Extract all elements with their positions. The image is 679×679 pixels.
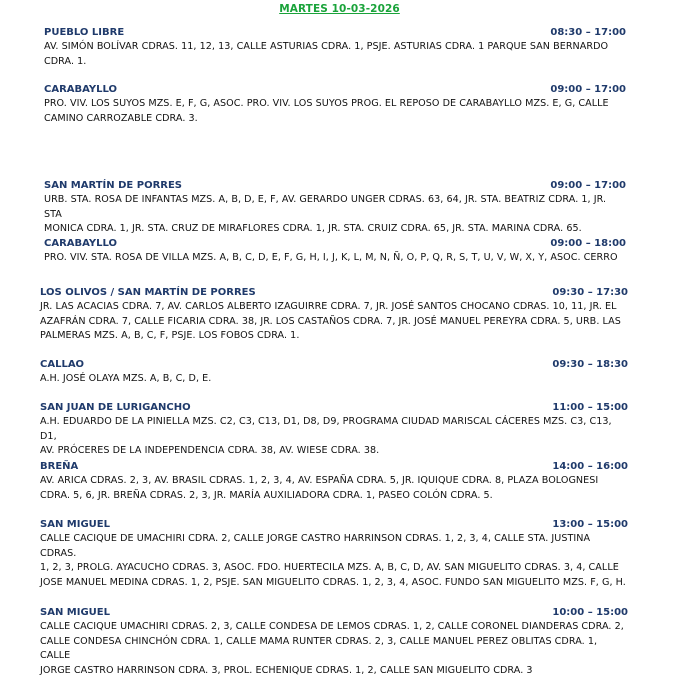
street-line: JORGE CASTRO HARRINSON CDRA. 3, PROL. ECHENIQUE CDRAS. 1, 2, CALLE SAN MIGUELITO CDRA. 3	[40, 664, 533, 676]
street-line: AV. ARICA CDRAS. 2, 3, AV. BRASIL CDRAS. 1, 2, 3, 4, AV. ESPAÑA CDRA. 5, JR. IQUIQUE CDRA. 8, PLAZA BOLOGNESI	[40, 475, 599, 486]
street-line: JR. LAS ACACIAS CDRA. 7, AV. CARLOS ALBERTO IZAGUIRRE CDRA. 7, JR. JOSÉ SANTOS CHOCANO CDRAS. 10, 11, JR. EL	[40, 301, 617, 312]
street-line: A.H. JOSÉ OLAYA MZS. A, B, C, D, E.	[40, 373, 212, 384]
district-name: SAN MIGUEL	[40, 607, 110, 618]
affected-streets	[40, 532, 628, 590]
street-line: PRO. VIV. LOS SUYOS MZS. E, F, G, ASOC. PRO. VIV. LOS SUYOS PROG. EL REPOSO DE CARABAYLLO MZS. E, G, CALLE	[44, 98, 609, 109]
time-range: 09:00 – 17:00	[550, 180, 626, 191]
affected-streets	[44, 40, 626, 69]
time-range: 11:00 – 15:00	[552, 402, 628, 413]
affected-streets	[44, 251, 626, 266]
time-range: 09:30 – 18:30	[552, 359, 628, 370]
entry-header	[40, 519, 628, 532]
affected-streets	[40, 300, 628, 344]
district-name: LOS OLIVOS / SAN MARTÍN DE PORRES	[40, 287, 256, 298]
time-range: 09:30 – 17:30	[552, 287, 628, 298]
street-line: 1, 2, 3, PROLG. AYACUCHO CDRAS. 3, ASOC. FDO. HUERTECILA MZS. A, B, C, D, AV. SAN MIGUELITO CDRAS. 3, 4, CALLE	[40, 562, 619, 573]
schedule-entry	[40, 359, 628, 387]
entry-header	[40, 461, 628, 474]
affected-streets	[44, 193, 626, 237]
street-line: A.H. EDUARDO DE LA PINIELLA MZS. C2, C3, C13, D1, D8, D9, PROGRAMA CIUDAD MARISCAL CÁCERES MZS. C3, C13, D1,	[40, 416, 612, 442]
schedule-entry	[44, 180, 626, 237]
entry-header	[40, 287, 628, 300]
schedule-entry	[44, 238, 626, 266]
schedule-entry	[44, 27, 626, 69]
time-range: 09:00 – 17:00	[550, 84, 626, 95]
entry-header	[44, 84, 626, 97]
time-range: 08:30 – 17:00	[550, 27, 626, 38]
entry-header	[44, 180, 626, 193]
street-line: CALLE CACIQUE DE UMACHIRI CDRA. 2, CALLE JORGE CASTRO HARRINSON CDRAS. 1, 2, 3, 4, CALLE STA. JUSTINA CDRAS.	[40, 533, 591, 559]
street-line: AV. PRÓCERES DE LA INDEPENDENCIA CDRA. 38, AV. WIESE CDRA. 38.	[40, 445, 380, 456]
entry-header	[40, 607, 628, 620]
street-line: AZAFRÁN CDRA. 7, CALLE FICARIA CDRA. 38, JR. LOS CASTAÑOS CDRA. 7, JR. JOSÉ MANUEL PEREYRA CDRA. 5, URB. LAS	[40, 315, 621, 327]
schedule-entry	[40, 519, 628, 590]
street-line: CALLE CONDESA CHINCHÓN CDRA. 1, CALLE MAMA RUNTER CDRAS. 2, 3, CALLE MANUEL PEREZ OBLITAS CDRA. 1, CALLE	[40, 635, 598, 661]
district-name: SAN MIGUEL	[40, 519, 110, 530]
district-name: CARABAYLLO	[44, 238, 118, 249]
schedule-entry	[40, 402, 628, 459]
schedule-entry	[40, 461, 628, 503]
schedule-entry	[44, 84, 626, 126]
district-name: CALLAO	[40, 359, 85, 370]
affected-streets	[40, 474, 628, 503]
street-line: MONICA CDRA. 1, JR. STA. CRUZ DE MIRAFLORES CDRA. 1, JR. STA. CRUIZ CDRA. 65, JR. STA. MARINA CDRA. 65.	[44, 223, 582, 234]
street-line: AV. SIMÓN BOLÍVAR CDRAS. 11, 12, 13, CALLE ASTURIAS CDRA. 1, PSJE. ASTURIAS CDRA. 1 PARQUE SAN BERNARDO	[44, 41, 609, 52]
district-name: SAN JUAN DE LURIGANCHO	[40, 402, 191, 413]
entry-header	[44, 27, 626, 40]
district-name: PUEBLO LIBRE	[44, 27, 125, 38]
entry-header	[40, 402, 628, 415]
district-name: BREÑA	[40, 461, 79, 472]
affected-streets	[40, 372, 628, 387]
schedule-entry	[40, 287, 628, 344]
entry-header	[40, 359, 628, 372]
district-name: SAN MARTÍN DE PORRES	[44, 180, 183, 191]
street-line: URB. STA. ROSA DE INFANTAS MZS. A, B, D, E, F, AV. GERARDO UNGER CDRAS. 63, 64, JR. STA. BEATRIZ CDRA. 1, JR. STA	[44, 194, 607, 220]
schedule-date: MARTES 10-03-2026	[279, 3, 400, 15]
time-range: 09:00 – 18:00	[550, 238, 626, 249]
affected-streets	[44, 97, 626, 126]
street-line: PRO. VIV. STA. ROSA DE VILLA MZS. A, B, C, D, E, F, G, H, I, J, K, L, M, N, Ñ, O, P, Q, R, S, T, U, V, W, X, Y, ASOC. CERRO	[44, 252, 618, 263]
time-range: 14:00 – 16:00	[552, 461, 628, 472]
affected-streets	[40, 620, 628, 678]
street-line: CDRA. 5, 6, JR. BREÑA CDRAS. 2, 3, JR. MARÍA AUXILIADORA CDRA. 1, PASEO COLÓN CDRA. 5.	[40, 489, 493, 501]
schedule-entry	[40, 607, 628, 678]
street-line: PALMERAS MZS. A, B, C, F, PSJE. LOS FOBOS CDRA. 1.	[40, 330, 300, 341]
street-line: CAMINO CARROZABLE CDRA. 3.	[44, 112, 198, 124]
time-range: 10:00 – 15:00	[552, 607, 628, 618]
time-range: 13:00 – 15:00	[552, 519, 628, 530]
street-line: CALLE CACIQUE UMACHIRI CDRAS. 2, 3, CALLE CONDESA DE LEMOS CDRAS. 1, 2, CALLE CORONEL DIANDERAS CDRA. 2,	[40, 621, 624, 632]
affected-streets	[40, 415, 628, 459]
street-line: JOSE MANUEL MEDINA CDRAS. 1, 2, PSJE. SAN MIGUELITO CDRAS. 1, 2, 3, 4, ASOC. FUNDO SAN MIGUELITO MZS. F, G, H.	[40, 576, 626, 588]
district-name: CARABAYLLO	[44, 84, 118, 95]
entry-header	[44, 238, 626, 251]
street-line: CDRA. 1.	[44, 55, 87, 67]
